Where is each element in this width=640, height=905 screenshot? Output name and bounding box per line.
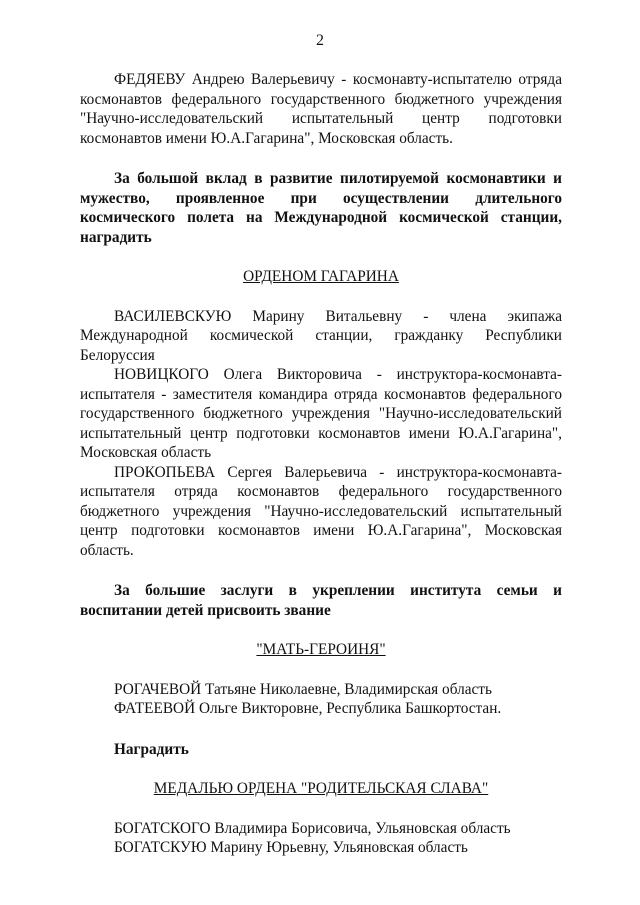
award-entry-prokopiev: ПРОКОПЬЕВА Сергея Валерьевича - инструктора-космонавта-испытателя отряда космонавтов федерального государственного бюджетного учреждения "Научно-исследовательский испытательный центр подготовки космонавтов имени Ю.А.Гагарина", Московская область. — [80, 463, 562, 559]
document-body — [80, 70, 562, 858]
award-entry-vasilevskaya: ВАСИЛЕВСКУЮ Марину Витальевну - члена экипажа Международной космической станции, гражданку Республики Белоруссия — [80, 307, 562, 364]
award-entry-fateeva: ФАТЕЕВОЙ Ольге Викторовне, Республика Башкортостан. — [114, 700, 502, 717]
award-heading-mother-heroine: "МАТЬ-ГЕРОИНЯ" — [256, 641, 386, 658]
decree-clause-family: За большие заслуги в укреплении института семьи и воспитании детей присвоить звание — [80, 582, 562, 619]
decree-clause-cosmonautics: За большой вклад в развитие пилотируемой космонавтики и мужество, проявленное при осуществлении длительного космического полета на Международной космической станции, наградить — [80, 170, 562, 246]
page-number: 2 — [316, 32, 324, 49]
award-entry-novitsky: НОВИЦКОГО Олега Викторовича - инструктора-космонавта-испытателя - заместителя командира отряда космонавтов федерального государственного бюджетного учреждения "Научно-исследовательский испытательный центр подготовки космонавтов имени Ю.А.Гагарина", Московская область — [80, 366, 562, 461]
award-heading-parental-glory-medal: МЕДАЛЬЮ ОРДЕНА "РОДИТЕЛЬСКАЯ СЛАВА" — [153, 780, 489, 797]
award-entry-fedyaev: ФЕДЯЕВУ Андрею Валерьевичу - космонавту-испытателю отряда космонавтов федерального государственного бюджетного учреждения "Научно-исследовательский испытательный центр подготовки космонавтов имени Ю.А.Гагарина", Московская область. — [80, 71, 562, 147]
award-entry-rogacheva: РОГАЧЕВОЙ Татьяне Николаевне, Владимирская область — [114, 680, 492, 698]
decree-clause-award: Наградить — [114, 740, 189, 758]
award-entry-bogatsky: БОГАТСКОГО Владимира Борисовича, Ульяновская область — [114, 819, 511, 837]
award-heading-gagarin-order: ОРДЕНОМ ГАГАРИНА — [243, 268, 399, 285]
award-entry-bogatskaya: БОГАТСКУЮ Марину Юрьевну, Ульяновская область — [114, 839, 468, 856]
